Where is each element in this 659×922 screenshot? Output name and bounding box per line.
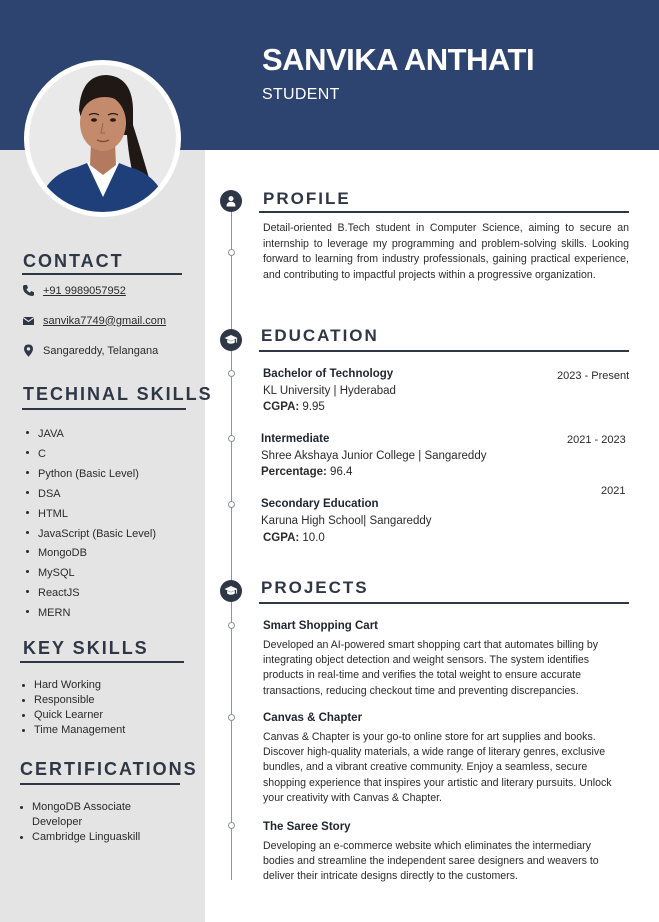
project-description: Canvas & Chapter is your go-to online store for art supplies and books. Discover high-quality materials, a wide range of literary genres, exclusive bundles, and a vibrant creative community. Enjoy a seamless, secure shopping experience that inspires your artistic and literary pursuits. Unlock your creativity with Canvas & Chapter. [263, 731, 612, 804]
profile-summary: Detail-oriented B.Tech student in Computer Science, aiming to secure an internship to leverage my programming and problem-solving skills. Looking forward to learning from industry professionals, gaining practical experience, and contributing to impactful projects within a progressive organization. [263, 222, 629, 281]
key-skills-heading: KEY SKILLS [23, 638, 149, 658]
score-value: 10.0 [302, 532, 325, 544]
project-title: The Saree Story [263, 821, 351, 833]
project-description: Developing an e-commerce website which eliminates the intermediary bodies and streamline the independent saree designers and weavers to deliver their intricate designs directly to the customers. [263, 840, 599, 883]
list-item: MERN [24, 604, 156, 624]
email-icon [22, 314, 35, 327]
timeline-dot [228, 714, 235, 721]
education-degree: Bachelor of Technology [263, 368, 394, 380]
project-title: Canvas & Chapter [263, 712, 363, 724]
phone-icon [22, 284, 35, 297]
score-value: 96.4 [330, 466, 353, 478]
projects-section-icon [220, 580, 242, 602]
projects-divider [259, 602, 629, 604]
candidate-name: SANVIKA ANTHATI [262, 42, 535, 77]
score-label: CGPA: [263, 401, 300, 413]
key-skills-list [20, 678, 125, 738]
list-item: DSA [24, 485, 156, 505]
profile-photo [24, 60, 181, 217]
projects-heading: PROJECTS [261, 578, 369, 597]
list-item: Quick Learner [20, 708, 125, 723]
education-section-icon [220, 329, 242, 351]
list-item: Hard Working [20, 678, 125, 693]
certifications-divider [20, 783, 180, 785]
technical-skills-list [24, 425, 156, 624]
list-item: C [24, 445, 156, 465]
contact-heading: CONTACT [23, 251, 124, 271]
list-item: HTML [24, 505, 156, 525]
certifications-heading: CERTIFICATIONS [20, 759, 198, 779]
list-item: MongoDB [24, 544, 156, 564]
list-item: JavaScript (Basic Level) [24, 525, 156, 545]
timeline-dot [228, 249, 235, 256]
score-value: 9.95 [302, 401, 325, 413]
graduation-cap-icon [224, 334, 238, 346]
person-icon [225, 195, 237, 207]
education-divider [259, 350, 629, 352]
education-score [261, 466, 352, 478]
list-item: Time Management [20, 723, 125, 738]
timeline-dot [228, 622, 235, 629]
contact-divider [22, 273, 182, 275]
education-score [263, 532, 325, 544]
education-score [263, 401, 325, 413]
phone-link[interactable]: +91 9989057952 [43, 284, 126, 297]
list-item: Cambridge Linguaskill [18, 830, 148, 845]
contact-phone [22, 284, 126, 297]
location-icon [22, 344, 35, 357]
profile-heading: PROFILE [263, 189, 351, 208]
education-degree: Secondary Education [261, 498, 379, 510]
education-heading: EDUCATION [261, 326, 379, 345]
list-item: ReactJS [24, 584, 156, 604]
email-link[interactable]: sanvika7749@gmail.com [43, 314, 167, 327]
graduation-cap-icon [224, 585, 238, 597]
timeline-dot [228, 822, 235, 829]
education-dates: 2021 - 2023 [567, 434, 626, 446]
education-institution: KL University | Hyderabad [263, 385, 396, 397]
education-institution: Karuna High School| Sangareddy [261, 515, 432, 527]
timeline-line [231, 200, 232, 880]
timeline-dot [228, 435, 235, 442]
list-item: Python (Basic Level) [24, 465, 156, 485]
project-title: Smart Shopping Cart [263, 620, 379, 632]
education-degree: Intermediate [261, 433, 330, 445]
location-text: Sangareddy, Telangana [43, 344, 159, 357]
profile-section-icon [220, 190, 242, 212]
score-label: CGPA: [263, 532, 300, 544]
candidate-role: STUDENT [262, 86, 340, 103]
timeline-dot [228, 370, 235, 377]
key-skills-divider [20, 661, 184, 663]
portrait-image [29, 65, 176, 212]
profile-divider [259, 211, 629, 213]
certifications-list [18, 800, 148, 845]
list-item: JAVA [24, 425, 156, 445]
contact-email [22, 314, 166, 327]
education-dates: 2021 [601, 485, 626, 497]
education-institution: Shree Akshaya Junior College | Sangareddy [261, 450, 487, 462]
score-label: Percentage: [261, 466, 327, 478]
list-item: MongoDB Associate Developer [18, 800, 148, 830]
contact-location [22, 344, 158, 357]
technical-skills-heading: TECHINAL SKILLS [23, 384, 213, 404]
project-description: Developed an AI-powered smart shopping cart that automates billing by integrating object detection and weight sensors. The system identifies products in real-time and verifies the total weight to ensure accurate transactions, reducing checkout time and preventing discrepancies. [263, 639, 599, 697]
list-item: MySQL [24, 564, 156, 584]
list-item: Responsible [20, 693, 125, 708]
education-dates: 2023 - Present [557, 370, 630, 382]
timeline-dot [228, 501, 235, 508]
technical-skills-divider [22, 408, 186, 410]
